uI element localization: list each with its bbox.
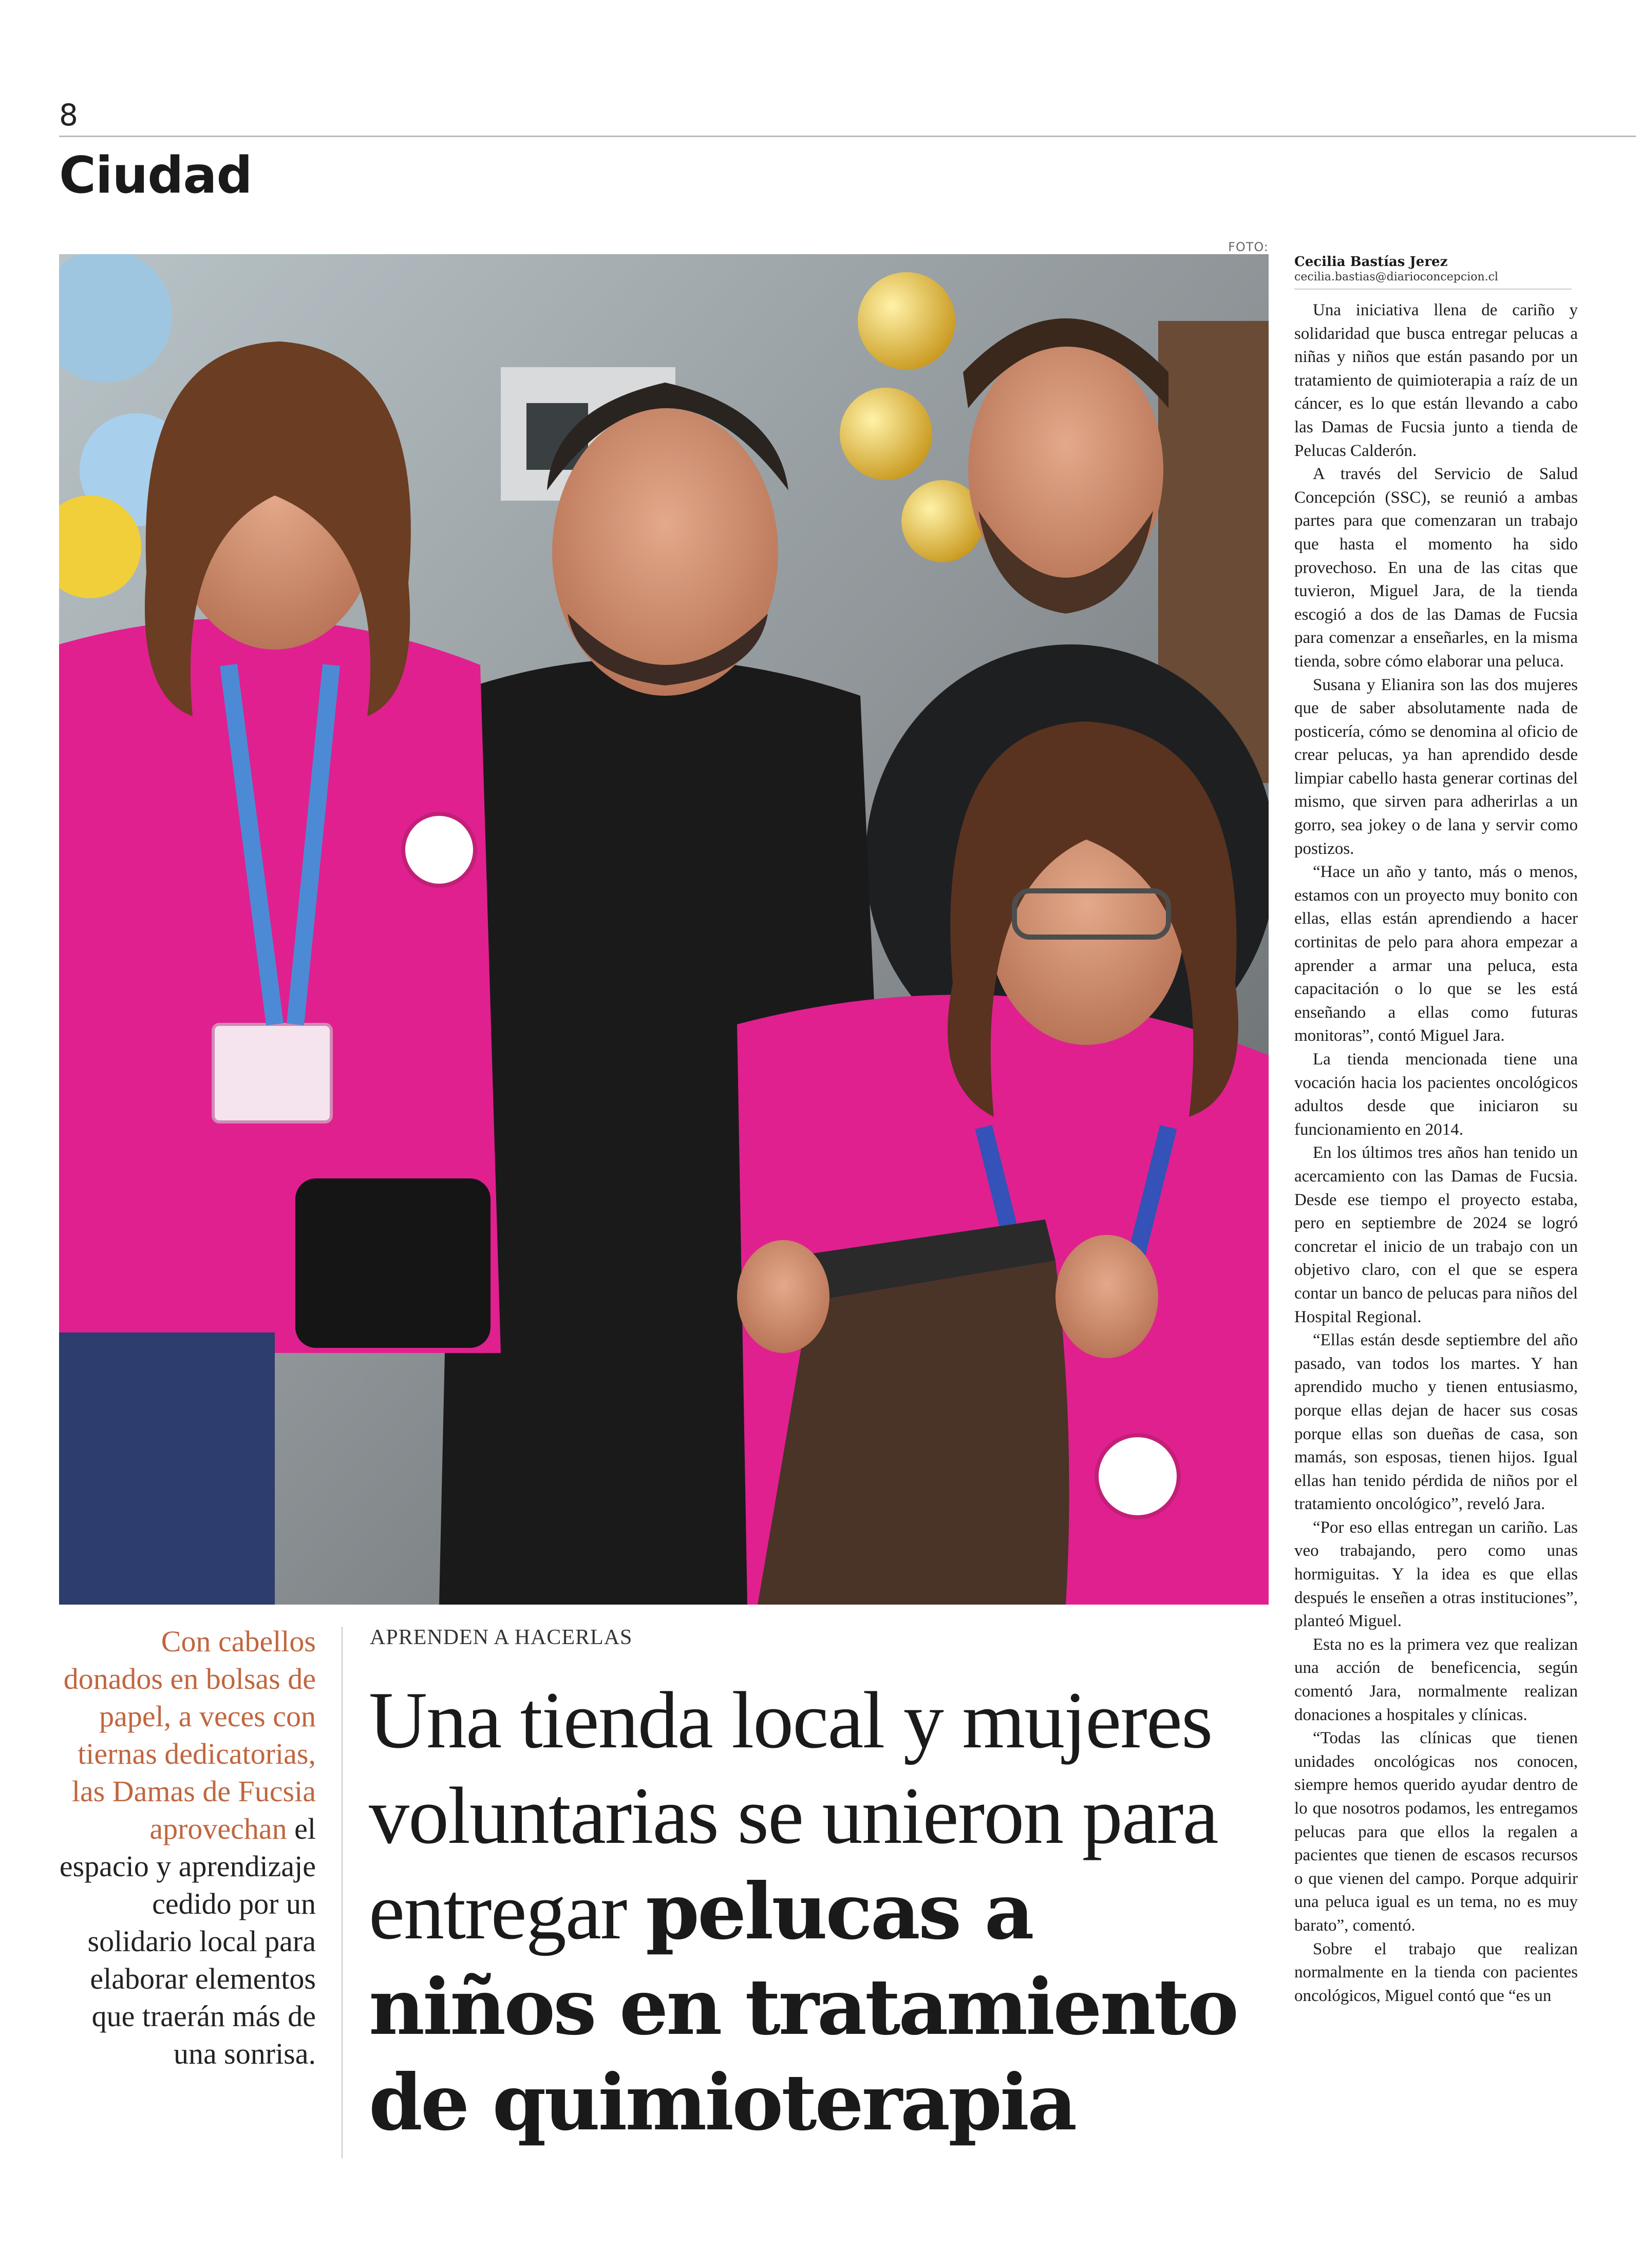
headline-regular: Una tienda local y mujeres voluntarias se unieron para entregar [369,1675,1218,1956]
body-paragraph: Sobre el trabajo que realizan normalmente en la tienda con pacientes oncológicos, Miguel contó que “es un [1294,1939,1578,2005]
body-paragraph: Una iniciativa llena de cariño y solidaridad que busca entregar pelucas a niñas y niños que están pasando por un tratamiento de quimioterapia a raíz de un cáncer, es lo que están llevando a cabo las Damas de Fucsia junto a tienda de Pelucas Calderón. [1294,301,1578,460]
headline [369,1673,1273,2150]
body-paragraph: “Por eso ellas entregan un cariño. Las veo trabajando, pero como unas hormiguitas. Y la idea es que ellas después le enseñen a otras instituciones”, planteó Miguel. [1294,1518,1578,1631]
page-number: 8 [59,98,78,132]
author-email: cecilia.bastias@diarioconcepcion.cl [1294,271,1498,283]
article-body [1294,299,1578,2250]
photo-credit: FOTO: [1228,240,1269,254]
header-rule [59,136,1636,137]
body-paragraph: “Hace un año y tanto, más o menos, estamos con un proyecto muy bonito con ellas, ellas están aprendiendo a hacer cortinitas de pelo para ahora empezar a aprender a armar una peluca, esta capacitación o lo que se les está enseñando a ellas como futuras monitoras”, contó Miguel Jara. [1294,863,1578,1045]
headline-bold: pelucas a niños en tratamiento de quimioterapia [369,1866,1237,2148]
body-paragraph: Susana y Elianira son las dos mujeres que de saber absolutamente nada de posticería, cómo se denomina al oficio de crear pelucas, ya han aprendido desde limpiar cabello hasta generar cortinas del mismo, que sirven para adherirlas a un gorro, sea jokey o de lana y servir como postizos. [1294,675,1578,858]
photo-illustration [59,254,1269,1605]
lead-summary [59,1623,316,2072]
byline-rule [1294,289,1572,290]
body-paragraph: A través del Servicio de Salud Concepción (SSC), se reunió a ambas partes para que comenzaran un trabajo que hasta el momento ha sido provechoso. En una de las citas que tuvieron, Miguel Jara, de la tienda escogió a dos de las Damas de Fucsia para comenzar a enseñarles, en la misma tienda, sobre cómo elaborar una peluca. [1294,465,1578,671]
body-paragraph: En los últimos tres años han tenido un acercamiento con las Damas de Fucsia. Desde ese tiempo el proyecto estaba, pero en septiembre de 2024 se logró concretar el inicio de un trabajo con un objetivo claro, con el que se espera contar un banco de pelucas para niños del Hospital Regional. [1294,1143,1578,1326]
balloon-gold [858,272,955,370]
column-divider [342,1627,343,2158]
headline-kicker: APRENDEN A HACERLAS [370,1626,633,1649]
body-paragraph: “Todas las clínicas que tienen unidades oncológicas nos conocen, siempre hemos querido ayudar dentro de lo que nosotros podamos, les entregamos pelucas para que ellos la regalen a pacientes que tienen de escasos recursos o que vienen del campo. Porque adquirir una peluca igual es un tema, no es muy barato”, comentó. [1294,1729,1578,1935]
lead-highlight: Con cabellos donados en bolsas de papel, a veces con tiernas dedicatorias, las Damas de Fucsia aprovechan [63,1625,316,1845]
author-name: Cecilia Bastías Jerez [1294,254,1448,270]
section-title: Ciudad [59,146,252,205]
body-paragraph: La tienda mencionada tiene una vocación hacia los pacientes oncológicos adultos desde que iniciaron su funcionamiento en 2014. [1294,1050,1578,1139]
body-paragraph: “Ellas están desde septiembre del año pasado, van todos los martes. Y han aprendido mucho y tienen entusiasmo, porque ellas dejan de hacer sus cosas porque ellas son dueñas de casa, son mamás, son esposas, tienen hijos. Igual ellas han tenido pérdida de niños por el tratamiento oncológico”, reveló Jara. [1294,1331,1578,1514]
byline [1294,254,1572,283]
article-photo [59,254,1269,1605]
body-paragraph: Esta no es la primera vez que realizan una acción de beneficencia, según comentó Jara, normalmente realizan donaciones a hospitales y clínicas. [1294,1635,1578,1724]
lead-rest: el espacio y aprendizaje cedido por un solidario local para elaborar elementos que traerán más de una sonrisa. [59,1812,316,2070]
